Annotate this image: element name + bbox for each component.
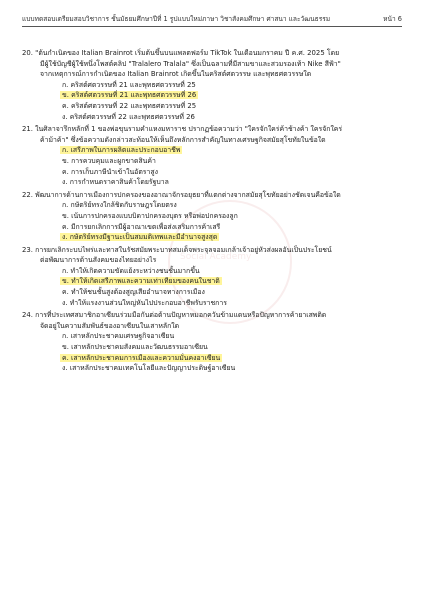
question-text-line: 24. การที่ประเทศสมาชิกอาเซียนร่วมมือกันต่อต้านปัญหาหมอกควันข้ามแดนหรือปัญหาการค้ายาเสพติด xyxy=(22,311,327,320)
answer-option xyxy=(22,287,406,298)
answer-option xyxy=(22,156,406,167)
answer-option xyxy=(22,101,406,112)
option-text: ก. คริสต์ศตวรรษที่ 21 และพุทธศตวรรษที่ 25 xyxy=(62,80,196,89)
page-number: หน้า 6 xyxy=(383,15,402,23)
question-text-line: ต่อพัฒนาการด้านสังคมของไทยอย่างไร xyxy=(40,256,157,265)
option-text: ง. ทำให้แรงงานส่วนใหญ่หันไปประกอบอาชีพรับราชการ xyxy=(62,298,227,307)
answer-option xyxy=(22,298,406,309)
question-text-line: จากเหตุการณ์การกำเนิดของ Italian Brainrot เกิดขึ้นในคริสต์ศตวรรษ และพุทธศตวรรษใด xyxy=(40,70,312,79)
option-text: ค. การเก็บภาษีนำเข้าในอัตราสูง xyxy=(62,167,158,176)
question-text-line: จัดอยู่ในความสัมพันธ์ของอาเซียนในเสาหลักใด xyxy=(40,321,180,330)
question-23 xyxy=(22,245,406,309)
answer-option xyxy=(22,177,406,188)
option-text: ข. เสาหลักประชาคมสังคมและวัฒนธรรมอาเซียน xyxy=(62,343,208,352)
question-22 xyxy=(22,190,406,243)
option-text: ข. คริสต์ศตวรรษที่ 21 และพุทธศตวรรษที่ 26 xyxy=(62,91,197,100)
answer-option xyxy=(22,342,406,353)
answer-option xyxy=(22,80,406,91)
answer-option-highlighted xyxy=(22,353,406,364)
answer-option xyxy=(22,211,406,222)
question-21 xyxy=(22,124,406,188)
option-text: ง. กษัตริย์ทรงมีฐานะเป็นสมมติเทพและมีอำนาจสูงสุด xyxy=(62,233,218,242)
question-text-line: 23. การยกเลิกระบบไพร่และทาสในรัชสมัยพระบาทสมเด็จพระจุลจอมเกล้าเจ้าอยู่หัวส่งผลอันเป็นประโยชน์ xyxy=(22,245,332,254)
answer-option xyxy=(22,266,406,277)
option-text: ก. ทำให้เกิดความขัดแย้งระหว่างชนชั้นมากขึ้น xyxy=(62,266,200,275)
option-text: ค. เสาหลักประชาคมการเมืองและความมั่นคงอาเซียน xyxy=(62,353,221,362)
answer-option xyxy=(22,331,406,342)
option-text: ค. ทำให้ชนชั้นสูงต้องสูญเสียอำนาจทางการเมือง xyxy=(62,288,205,297)
question-24 xyxy=(22,310,406,374)
option-text: ข. ทำให้เกิดเสรีภาพและความเท่าเทียมของคนในชาติ xyxy=(62,277,220,286)
answer-option xyxy=(22,363,406,374)
question-20 xyxy=(22,48,406,122)
option-text: ง. เสาหลักประชาคมเทคโนโลยีและปัญญาประดิษฐ์อาเซียน xyxy=(62,364,236,373)
question-text-line: 22. พัฒนาการด้านการเมืองการปกครองของอาณาจักรอยุธยาที่แตกต่างจากสมัยสุโขทัยอย่างชัดเจนคือข้อใด xyxy=(22,190,341,199)
option-text: ข. การควบคุมและผูกขาดสินค้า xyxy=(62,156,156,165)
option-text: ง. การกำหนดราคาสินค้าโดยรัฐบาล xyxy=(62,178,169,187)
question-list xyxy=(22,48,406,376)
question-text-line: ค้าม้าค้า" ซึ่งข้อความดังกล่าวสะท้อนให้เห็นถึงหลักการสำคัญในทางเศรษฐกิจสมัยสุโขทัยในข้อใด xyxy=(40,135,326,144)
answer-option-highlighted xyxy=(22,232,406,243)
option-text: ค. มีการยกเลิกการมีผู้อาณาเขตเพื่อส่งเสริมการค้าเสรี xyxy=(62,222,221,231)
answer-option-highlighted xyxy=(22,276,406,287)
answer-option xyxy=(22,112,406,123)
question-text-line: 20. "ต้นกำเนิดของ Italian Brainrot เริ่มต้นขึ้นบนแพลตฟอร์ม TikTok ในเดือนมกราคม ปี ค.ศ. 2025 โดย xyxy=(22,49,340,57)
answer-option-highlighted xyxy=(22,90,406,101)
option-text: ก. เสาหลักประชาคมเศรษฐกิจอาเซียน xyxy=(62,332,175,341)
answer-option xyxy=(22,222,406,233)
option-text: ง. คริสต์ศตวรรษที่ 22 และพุทธศตวรรษที่ 26 xyxy=(62,112,195,121)
watermark-text: Social Academy xyxy=(180,252,252,262)
option-text: ค. คริสต์ศตวรรษที่ 22 และพุทธศตวรรษที่ 25 xyxy=(62,101,197,110)
question-text-line: 21. ในศิลาจารึกหลักที่ 1 ของพ่อขุนรามคำแหงมหาราช ปรากฏข้อความว่า "ใครจักใคร่ค้าช้างค้า ใครจักใคร่ xyxy=(22,125,343,134)
question-text-line: มีผู้ใช้บัญชีผู้ใช้หนึ่งโพสต์คลิป "Tralalero Tralala" ซึ่งเป็นฉลามที่มีสามขาและสวมรองเท้า Nike สีฟ้า" xyxy=(40,59,341,68)
option-text: ก. กษัตริย์ทรงใกล้ชิดกับราษฎรโดยตรง xyxy=(62,201,177,210)
option-text: ข. เน้นการปกครองแบบบิดาปกครองบุตร หรือพ่อปกครองลูก xyxy=(62,211,238,220)
document-title: แบบทดสอบเตรียมสอบวิชาการ ชั้นมัธยมศึกษาปีที่ 1 รูปแบบใหม่ภาษา วิชาสังคมศึกษา ศาสนา และวัฒนธรรม xyxy=(22,15,331,23)
answer-option xyxy=(22,200,406,211)
option-text: ก. เสรีภาพในการผลิตและประกอบอาชีพ xyxy=(62,146,181,155)
answer-option xyxy=(22,167,406,178)
page-header xyxy=(22,10,402,27)
answer-option-highlighted xyxy=(22,145,406,156)
